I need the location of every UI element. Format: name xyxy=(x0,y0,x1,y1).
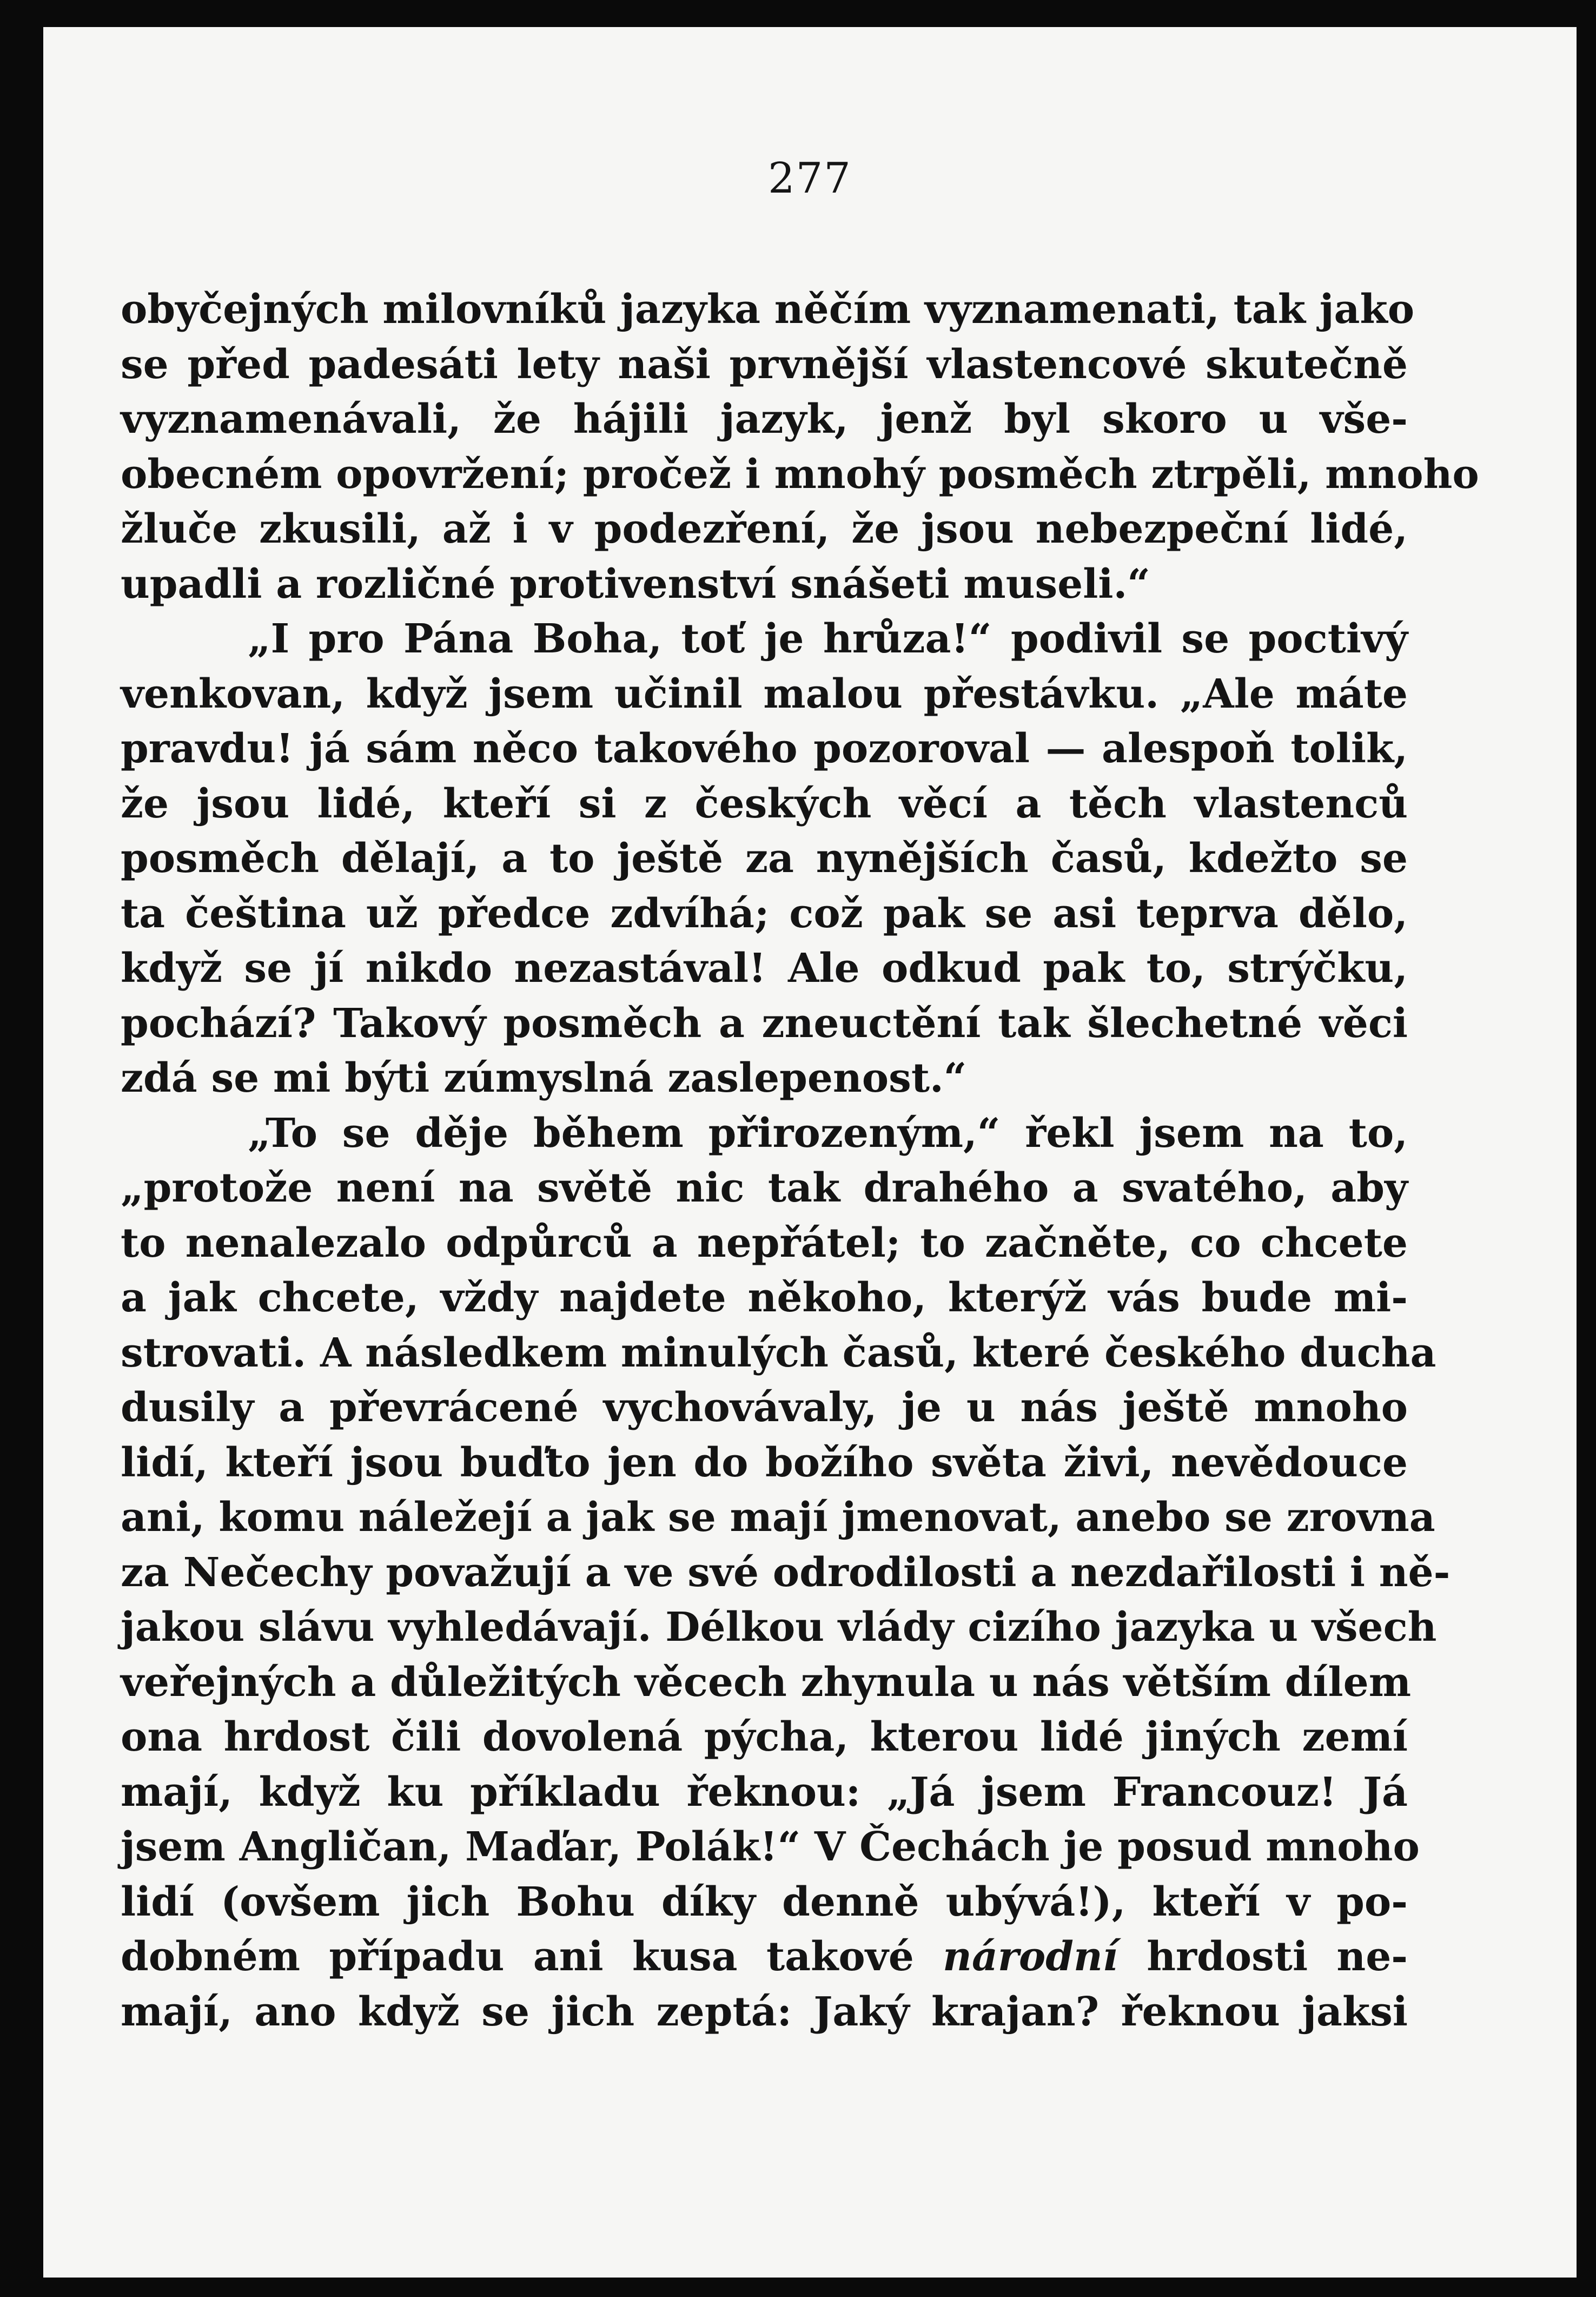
text-line: když se jí nikdo nezastával! Ale odkud pak to, strýčku, xyxy=(121,945,1408,992)
book-page xyxy=(43,27,1577,2278)
text-line: „I pro Pána Boha, toť je hrůza!“ podivil se poctivý xyxy=(248,616,1408,662)
text-line xyxy=(121,1930,1408,1985)
text-line: a jak chcete, vždy najdete někoho, kterýž vás bude mi- xyxy=(121,1275,1408,1321)
text-line: pochází? Takový posměch a zneuctění tak šlechetné věci xyxy=(121,1000,1408,1047)
text-line: „To se děje během přirozeným,“ řekl jsem na to, xyxy=(248,1110,1408,1157)
text-line: ani, komu náležejí a jak se mají jmenovat, anebo se zrovna xyxy=(121,1494,1435,1541)
text-line: strovati. A následkem minulých časů, které českého ducha xyxy=(121,1329,1436,1376)
text-line: za Nečechy považují a ve své odrodilosti a nezdařilosti i ně- xyxy=(121,1549,1451,1596)
text-fragment: hrdosti ne- xyxy=(1147,1933,1408,1980)
text-line: dusily a převrácené vychovávaly, je u nás ještě mnoho xyxy=(121,1384,1408,1431)
page-number: 277 xyxy=(768,154,852,203)
text-line: mají, když ku příkladu řeknou: „Já jsem Francouz! Já xyxy=(121,1768,1408,1816)
text-line: žluče zkusili, až i v podezření, že jsou nebezpeční lidé, xyxy=(121,506,1408,552)
text-fragment: dobném případu ani kusa takové xyxy=(121,1933,914,1980)
text-line: to nenalezalo odpůrců a nepřátel; to začněte, co chcete xyxy=(121,1219,1408,1266)
text-line: posměch dělají, a to ještě za nynějších časů, kdežto se xyxy=(121,835,1408,882)
text-line: mají, ano když se jich zeptá: Jaký krajan? řeknou jaksi xyxy=(121,1988,1408,2035)
text-line: lidí, kteří jsou buďto jen do božího světa živi, nevědouce xyxy=(121,1439,1408,1486)
body-text xyxy=(121,282,1479,2039)
text-line: že jsou lidé, kteří si z českých věcí a těch vlastenců xyxy=(121,780,1408,827)
text-line: venkovan, když jsem učinil malou přestávku. „Ale máte xyxy=(121,670,1408,717)
text-line: ta čeština už předce zdvíhá; což pak se asi teprva dělo, xyxy=(121,890,1408,937)
text-line: veřejných a důležitých věcech zhynula u nás větším dílem xyxy=(121,1659,1411,1706)
text-line: jakou slávu vyhledávají. Délkou vlády cizího jazyka u všech xyxy=(121,1604,1437,1651)
text-line: jsem Angličan, Maďar, Polák!“ V Čechách je posud mnoho xyxy=(121,1824,1420,1870)
text-line: „protože není na světě nic tak drahého a svatého, aby xyxy=(121,1165,1408,1211)
italic-word: národní xyxy=(943,1933,1118,1980)
text-line: ona hrdost čili dovolená pýcha, kterou lidé jiných zemí xyxy=(121,1714,1408,1760)
text-line: zdá se mi býti zúmyslná zaslepenost.“ xyxy=(121,1055,967,1101)
text-line: vyznamenávali, že hájili jazyk, jenž byl skoro u vše- xyxy=(121,396,1408,443)
text-line: obecném opovržení; pročež i mnohý posměch ztrpěli, mnoho xyxy=(121,451,1479,498)
text-line: obyčejných milovníků jazyka něčím vyznamenati, tak jako xyxy=(121,286,1415,333)
text-line: lidí (ovšem jich Bohu díky denně ubývá!), kteří v po- xyxy=(121,1878,1408,1925)
text-line: pravdu! já sám něco takového pozoroval — alespoň tolik, xyxy=(121,725,1408,772)
text-line: se před padesáti lety naši prvnější vlastencové skutečně xyxy=(121,341,1408,388)
text-line: upadli a rozličné protivenství snášeti museli.“ xyxy=(121,560,1150,608)
